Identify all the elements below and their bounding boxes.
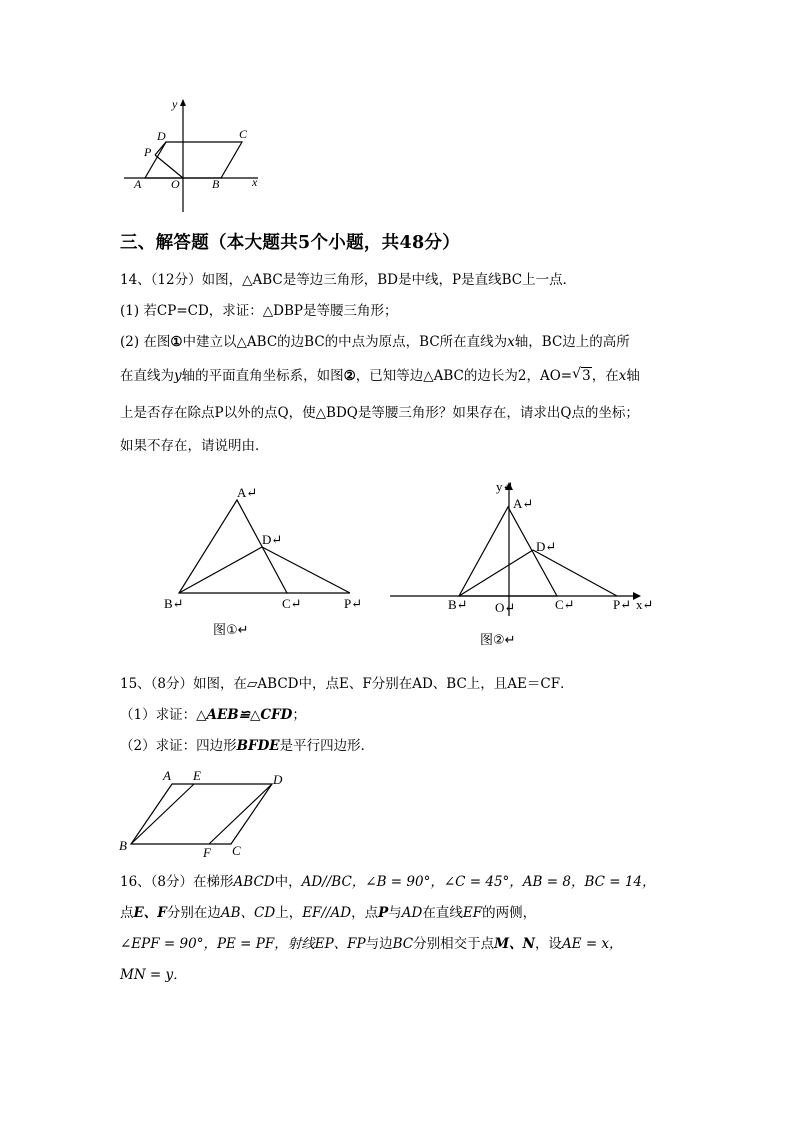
section-heading: 三、解答题（本大题共5个小题，共48分）: [120, 233, 461, 253]
q16-l2-i: 与: [388, 905, 402, 921]
coordinate-parallelogram-figure: [0, 0, 794, 220]
circled-two: ②: [343, 368, 356, 384]
q15-part1-a: （1）求证：: [120, 707, 197, 723]
q16-l3-b: EP、FP: [314, 936, 366, 952]
q16-l1-c: 中，: [274, 874, 302, 890]
q16-l3-h: AE = x，: [561, 936, 623, 952]
q14-part2-l2-a: 在直线为: [120, 368, 174, 384]
q16-l1-b: ABCD: [233, 874, 275, 890]
q14-part1: (1) 若CP=CD，求证：△DBP是等腰三角形；: [120, 303, 398, 319]
label-d: D: [157, 129, 166, 143]
sqrt-argument: 3: [582, 368, 591, 384]
q14-part2-l2-e: 轴: [626, 368, 640, 384]
q15-part2: [120, 736, 374, 756]
fig1-label-c: C↵: [282, 596, 302, 611]
q16-l3-f: M、N: [494, 936, 535, 952]
fig1-label-p: P↵: [344, 596, 363, 611]
q15-label-b: B: [119, 838, 127, 853]
q16-l2-h: P: [378, 905, 389, 921]
label-y: y: [172, 97, 178, 111]
q16-l2-a: 点: [120, 905, 134, 921]
fig2-label-o: O↵: [495, 600, 516, 615]
q14-part2-l2-d: ，在: [591, 368, 619, 384]
q15-intro: 15、（8分）如图，在▱ABCD中，点E、F分别在AD、BC上，且AE＝CF．: [120, 676, 574, 692]
q14-part2-line3: 上是否存在除点P以外的点Q，使△BDQ是等腰三角形？如果存在，请求出Q点的坐标；: [120, 405, 639, 421]
sqrt-three: [572, 366, 592, 386]
fig2-caption: 图②↵: [480, 633, 516, 648]
q16-l1-a: 16、（8分）在梯形: [120, 874, 234, 890]
q15-part2-a: （2）求证：四边形: [120, 738, 237, 754]
q15-label-c: C: [232, 843, 241, 858]
fig1-caption: 图①↵: [213, 623, 249, 638]
label-p: P: [144, 145, 152, 159]
label-b: B: [212, 177, 220, 191]
q14-part2-l2-c: ，已知等边△ABC的边长为2，AO=: [355, 368, 573, 384]
var-x-2: x: [618, 368, 627, 384]
segment-bd: [459, 550, 533, 596]
q16-line4: MN = y．: [120, 967, 187, 983]
q15-label-f: F: [203, 845, 211, 860]
fig2-label-b: B↵: [448, 597, 468, 612]
label-o: O: [171, 177, 180, 191]
q14-part2-l1-a: (2) 在图: [120, 334, 171, 350]
q15-parallelogram-figure: [0, 760, 320, 860]
segment-dp: [155, 142, 166, 155]
segment-be: [131, 784, 194, 844]
var-y: y: [174, 368, 182, 384]
fig1-label-a: A↵: [237, 485, 258, 500]
q14-part2-l1-c: 轴，BC边上的高所: [514, 334, 630, 350]
q14-part2-line1: [120, 332, 630, 352]
q14-part2-line4: 如果不存在，请说明由．: [120, 438, 269, 454]
q15-label-a: A: [163, 768, 171, 783]
label-x: x: [252, 175, 258, 189]
q15-part2-b: BFDE: [236, 738, 280, 754]
var-x: x: [507, 334, 515, 350]
q16-l2-b: E、F: [133, 905, 167, 921]
q16-line3: [120, 934, 623, 954]
q15-part1-c: ；: [292, 707, 306, 723]
q15-label-d: D: [273, 772, 283, 787]
q15-part1-b: △AEB≌△CFD: [196, 707, 293, 723]
circled-one: ①: [170, 334, 183, 350]
q16-l3-a: ∠EPF = 90°，PE = PF，射线: [120, 936, 315, 952]
figure-2-coordinate-triangle: [0, 476, 794, 656]
label-a: A: [134, 177, 142, 191]
q16-l2-j: AD: [401, 905, 423, 921]
q16-line2: [120, 903, 536, 923]
q16-l3-g: ，设: [534, 936, 562, 952]
fig2-label-p: P↵: [613, 597, 632, 612]
q14-part2-l1-b: 中建立以△ABC的边BC的中点为原点，BC所在直线为: [182, 334, 508, 350]
q14-part2-line2: [120, 366, 640, 386]
q16-l3-c: 与边: [365, 936, 393, 952]
segment-po: [155, 155, 183, 178]
q16-line1: [120, 872, 656, 892]
q15-part1: [120, 705, 306, 725]
q16-l2-e: 上，: [275, 905, 303, 921]
fig2-label-x: x↵: [636, 597, 654, 612]
y-axis-arrow: [180, 99, 186, 106]
fig2-label-a: A↵: [513, 496, 534, 511]
q15-label-e: E: [193, 768, 201, 783]
q16-l2-d: AB、CD: [220, 905, 276, 921]
fig1-label-d: D↵: [262, 532, 283, 547]
q16-l2-g: ，点: [351, 905, 379, 921]
q16-l3-d: BC: [392, 936, 414, 952]
fig2-label-d: D↵: [536, 539, 557, 554]
q14-part2-l2-b: 轴的平面直角坐标系，如图: [181, 368, 344, 384]
q16-l1-d: AD//BC，∠B = 90°，∠C = 45°，AB = 8，BC = 14，: [301, 874, 656, 890]
q14-intro: 14、（12分）如图，△ABC是等边三角形，BD是中线，P是直线BC上一点．: [120, 272, 577, 288]
segment-fd: [209, 784, 272, 844]
q16-l2-m: 的两侧，: [482, 905, 537, 921]
label-c: C: [239, 127, 248, 141]
radical-sign-icon: √: [572, 366, 582, 382]
q16-l2-c: 分别在边: [166, 905, 221, 921]
parallelogram-abcd: [145, 142, 242, 178]
fig1-label-b: B↵: [164, 596, 184, 611]
q16-l3-e: 分别相交于点: [413, 936, 495, 952]
q16-l2-l: EF: [462, 905, 483, 921]
q16-l2-f: EF//AD: [302, 905, 352, 921]
segment-dp: [533, 550, 617, 596]
fig2-label-c: C↵: [555, 597, 575, 612]
parallelogram-abcd: [131, 784, 272, 844]
q16-l2-k: 在直线: [422, 905, 463, 921]
fig2-label-y: y↵: [496, 479, 514, 494]
q15-part2-c: 是平行四边形．: [279, 738, 375, 754]
